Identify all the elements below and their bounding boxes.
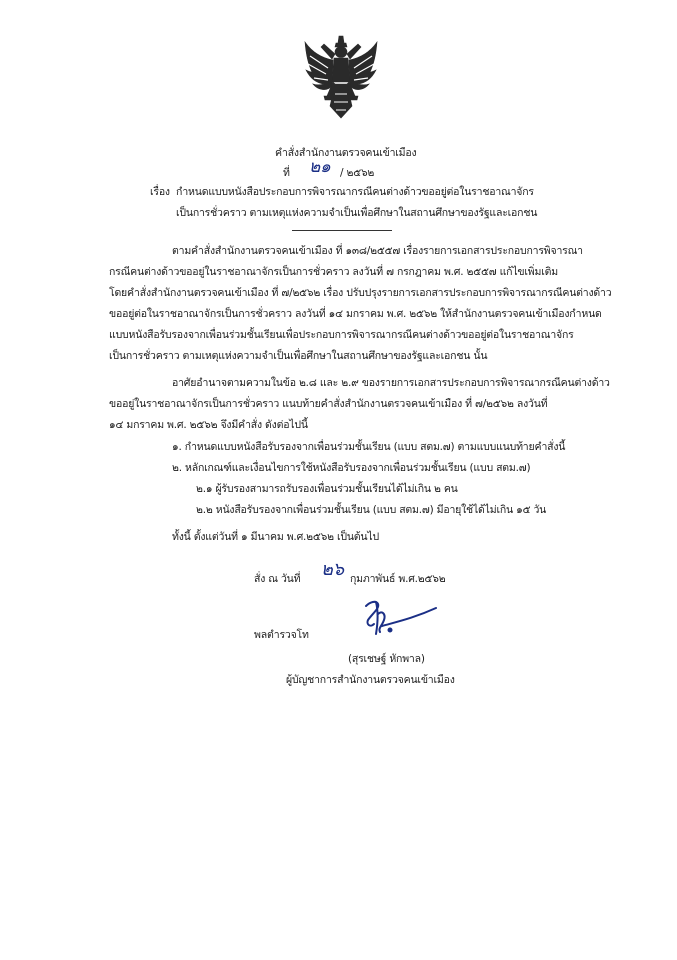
para1-line: ตามคำสั่งสำนักงานตรวจคนเข้าเมือง ที่ ๑๓๘/๒๕๕๗ เรื่องรายการเอกสารประกอบการพิจารณา <box>172 245 583 257</box>
garuda-emblem-icon <box>302 34 380 122</box>
header-divider <box>292 230 392 231</box>
order-number-prefix: ที่ <box>283 167 290 179</box>
para1-line: ขออยู่ต่อในราชอาณาจักรเป็นการชั่วคราว ลงวันที่ ๑๔ มกราคม พ.ศ. ๒๕๖๒ ให้สำนักงานตรวจคนเข้าเมืองกำหนด <box>109 308 602 320</box>
document-title: คำสั่งสำนักงานตรวจคนเข้าเมือง <box>275 147 417 159</box>
effective-date: ทั้งนี้ ตั้งแต่วันที่ ๑ มีนาคม พ.ศ.๒๕๖๒ เป็นต้นไป <box>172 531 379 543</box>
list-subitem: ๒.๒ หนังสือรับรองจากเพื่อนร่วมชั้นเรียน (แบบ สตม.๗) มีอายุใช้ได้ไม่เกิน ๑๕ วัน <box>196 504 547 516</box>
para2-line: ขออยู่ในราชอาณาจักรเป็นการชั่วคราว แนบท้ายคำสั่งสำนักงานตรวจคนเข้าเมือง ที่ ๗/๒๕๖๒ ลงวันที่ <box>109 398 548 410</box>
order-number-handwritten: ๒๑ <box>309 157 331 177</box>
signer-position: ผู้บัญชาการสำนักงานตรวจคนเข้าเมือง <box>286 674 455 686</box>
handwritten-signature-icon <box>362 596 438 644</box>
para1-line: กรณีคนต่างด้าวขออยู่ในราชอาณาจักรเป็นการชั่วคราว ลงวันที่ ๗ กรกฎาคม พ.ศ. ๒๕๕๗ แก้ไขเพิ่มเติม <box>109 266 558 278</box>
order-number-suffix: / ๒๕๖๒ <box>340 167 375 179</box>
subject-line-2: เป็นการชั่วคราว ตามเหตุแห่งความจำเป็นเพื่อศึกษาในสถานศึกษาของรัฐและเอกชน <box>176 207 538 219</box>
issued-date-handwritten: ๒๖ <box>321 559 344 580</box>
list-item: ๑. กำหนดแบบหนังสือรับรองจากเพื่อนร่วมชั้นเรียน (แบบ สตม.๗) ตามแบบแนบท้ายคำสั่งนี้ <box>172 441 566 453</box>
para1-line: แบบหนังสือรับรองจากเพื่อนร่วมชั้นเรียนเพื่อประกอบการพิจารณากรณีคนต่างด้าวขออยู่ต่อในราชอาณาจักร <box>109 329 574 341</box>
issued-date-suffix: กุมภาพันธ์ พ.ศ.๒๕๖๒ <box>350 573 446 585</box>
para1-line: โดยคำสั่งสำนักงานตรวจคนเข้าเมือง ที่ ๗/๒๕๖๒ เรื่อง ปรับปรุงรายการเอกสารประกอบการพิจารณากรณีคนต่างด้าว <box>109 287 612 299</box>
para2-line: ๑๔ มกราคม พ.ศ. ๒๕๖๒ จึงมีคำสั่ง ดังต่อไปนี้ <box>109 419 308 431</box>
subject-label: เรื่อง <box>150 186 170 198</box>
list-subitem: ๒.๑ ผู้รับรองสามารถรับรองเพื่อนร่วมชั้นเรียนได้ไม่เกิน ๒ คน <box>196 483 458 495</box>
para2-line: อาศัยอำนาจตามความในข้อ ๒.๘ และ ๒.๙ ของรายการเอกสารประกอบการพิจารณากรณีคนต่างด้าว <box>172 377 610 389</box>
signer-rank: พลตำรวจโท <box>254 629 309 641</box>
issued-date-prefix: สั่ง ณ วันที่ <box>254 573 301 585</box>
list-item: ๒. หลักเกณฑ์และเงื่อนไขการใช้หนังสือรับรองจากเพื่อนร่วมชั้นเรียน (แบบ สตม.๗) <box>172 462 531 474</box>
para1-line: เป็นการชั่วคราว ตามเหตุแห่งความจำเป็นเพื่อศึกษาในสถานศึกษาของรัฐและเอกชน นั้น <box>109 350 488 362</box>
subject-line-1: กำหนดแบบหนังสือประกอบการพิจารณากรณีคนต่างด้าวขออยู่ต่อในราชอาณาจักร <box>176 186 534 198</box>
signer-name: (สุรเชษฐ์ หักพาล) <box>348 653 425 665</box>
